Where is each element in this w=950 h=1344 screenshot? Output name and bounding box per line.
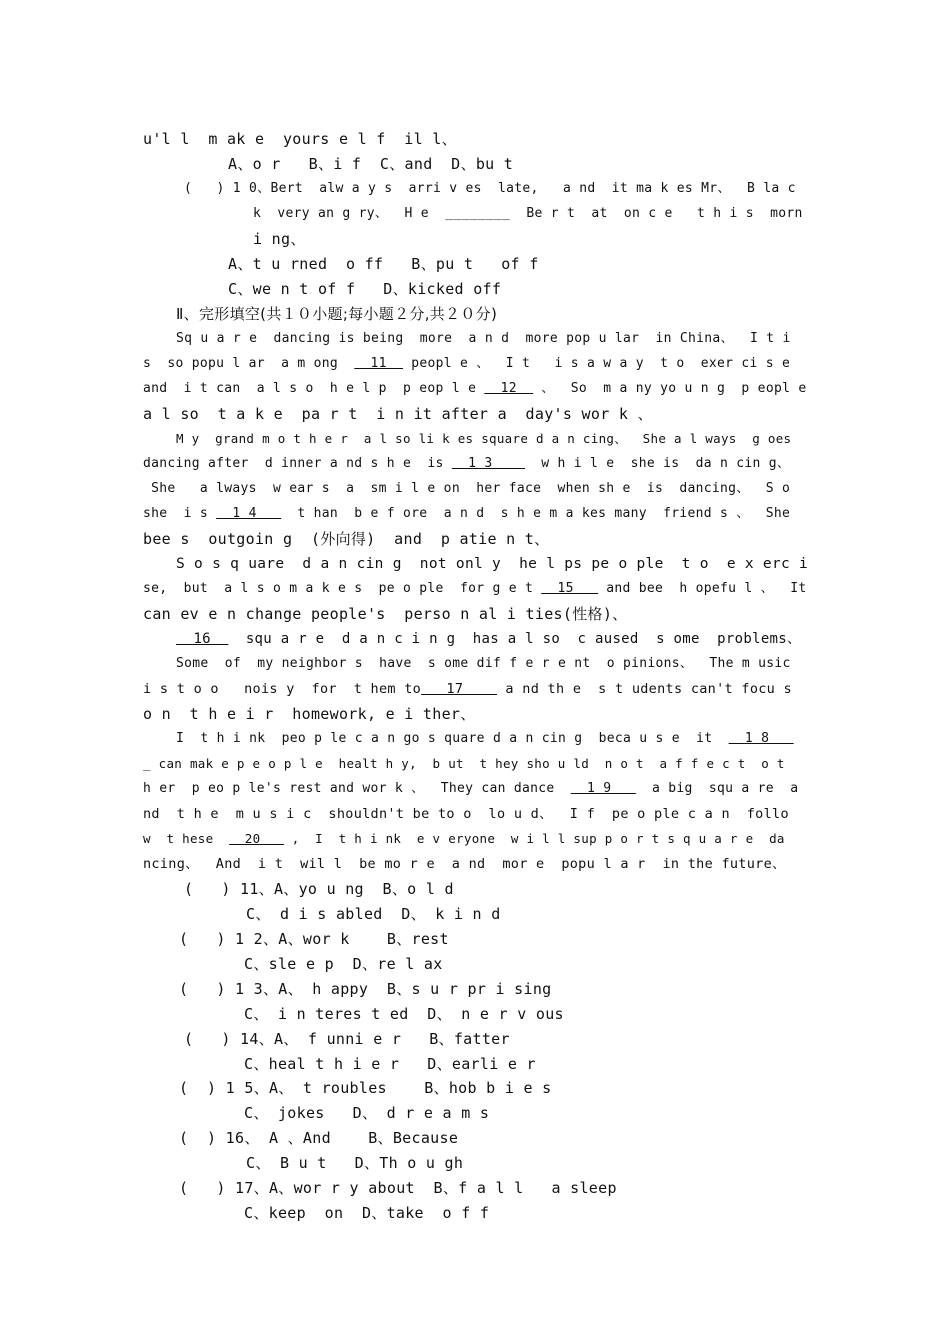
passage-line: w t hese 20 , I t h i nk e v eryone w i l l sup p o r t s q u a r e da	[143, 831, 785, 846]
q10-options-2: C、we n t of f D、kicked off	[228, 280, 502, 298]
q10-options-1: A、t u rned o ff B、pu t of f	[228, 255, 539, 273]
question-16: ( ) 16、 A 、And B、Because	[179, 1129, 459, 1147]
q9-options: A、o r B、i f C、and D、bu t	[228, 155, 514, 173]
question-17-options: C、keep on D、take o f f	[244, 1204, 490, 1222]
blank-11: 11	[354, 356, 404, 371]
question-14: ( ) 14、A、 f unni e r B、fatter	[184, 1030, 510, 1048]
passage-line: she i s 1 4 t han b e f ore a n d s h e m a kes many friend s 、 She	[143, 506, 791, 521]
blank-12: 12	[484, 381, 534, 396]
passage-line: _ can mak e p e o p l e healt h y, b ut t hey sho u ld n o t a f f e c t o t	[143, 756, 785, 771]
passage-line: S o s q uare d a n cin g not onl y he l ps pe o ple t o e x erc i	[176, 556, 809, 572]
passage-line: h er p eo p le's rest and wor k 、 They can dance 1 9 a big squ a re a	[143, 781, 799, 796]
blank-20: 20	[229, 831, 284, 846]
passage-line: nd t h e m u s i c shouldn't be to o lo u d、 I f pe o ple c a n follo	[143, 806, 789, 822]
passage-line: o n t h e i r homework, e i ther、	[143, 705, 476, 723]
passage-line: bee s outgoin g (外向得) and p atie n t、	[143, 530, 550, 548]
blank-17: 17	[421, 681, 497, 697]
question-12: ( ) 1 2、A、wor k B、rest	[179, 930, 449, 948]
passage-line: i s t o o nois y for t hem to 17 a nd th e s t udents can't focu s	[143, 681, 792, 697]
passage-line: ncing、 And i t wil l be mo r e a nd mor e popu l a r in the future、	[143, 856, 786, 872]
blank-19: 1 9	[570, 781, 636, 796]
passage-line: can ev e n change people's perso n al i ties(性格)、	[143, 605, 628, 623]
blank-18: 1 8	[728, 731, 794, 746]
blank-16: 16	[176, 631, 229, 647]
passage-line: dancing after d inner a nd s h e is 1 3 w h i l e she is da n cin g、	[143, 456, 791, 471]
question-11-options: C、 d i s abled D、 k i n d	[246, 905, 501, 923]
question-14-options: C、heal t h i e r D、earli e r	[244, 1055, 536, 1073]
q10-line-1: ( ) 1 0、Bert alw a y s arri v es late, a nd it ma k es Mr、 B la c	[184, 181, 796, 196]
passage-line: a l so t a k e pa r t i n it after a day's wor k 、	[143, 405, 653, 423]
blank-14: 1 4	[216, 506, 282, 521]
question-15: ( ) 1 5、A、 t roubles B、hob b i e s	[179, 1079, 552, 1097]
question-17: ( ) 17、A、wor r y about B、f a l l a sleep	[179, 1179, 617, 1197]
passage-line: 16 squ a r e d a n c i n g has a l so c aused s ome problems、	[176, 631, 802, 647]
passage-line: s so popu l ar a m ong 11 peopl e 、 I t i s a w a y t o exer ci s e	[143, 356, 791, 371]
blank-13: 1 3	[451, 456, 525, 471]
question-15-options: C、 jokes D、 d r e a m s	[244, 1104, 490, 1122]
passage-line: and i t can a l s o h e l p p eop l e 12 、 So m a ny yo u n g p eopl e	[143, 381, 807, 396]
blank-15: 15	[541, 581, 599, 596]
section-title: Ⅱ、完形填空(共１０小题;每小题２分,共２０分)	[176, 305, 498, 323]
passage-line: Some of my neighbor s have s ome dif f e r e nt o pinions、 The m usic	[176, 656, 791, 671]
passage-line: I t h i nk peo p le c a n go s quare d a n cin g beca u s e it 1 8	[176, 731, 794, 746]
question-13-options: C、 i n teres t ed D、 n e r v ous	[244, 1005, 564, 1023]
q10-line-2: k very an g ry、 H e ________ Be r t at on c e t h i s morn	[253, 206, 803, 221]
question-13: ( ) 1 3、A、 h appy B、s u r pr i sing	[179, 980, 552, 998]
question-16-options: C、 B u t D、Th o u gh	[246, 1154, 464, 1172]
q10-line-3: i ng、	[253, 230, 306, 248]
passage-line: se, but a l s o m a k e s pe o ple for g e t 15 and bee h opefu l 、 It	[143, 581, 807, 596]
question-11: ( ) 11、A、yo u ng B、o l d	[184, 880, 454, 898]
passage-line: M y grand m o t h e r a l so li k es square d a n cing、 She a l ways g oes	[176, 431, 792, 446]
question-12-options: C、sle e p D、re l ax	[244, 955, 443, 973]
passage-line: Sq u a r e dancing is being more a n d more pop u lar in China、 I t i	[176, 331, 791, 346]
q9-tail: u'l l m ak e yours e l f il l、	[143, 130, 457, 148]
passage-line: She a lways w ear s a sm i l e on her face when sh e is dancing、 S o	[143, 481, 791, 496]
